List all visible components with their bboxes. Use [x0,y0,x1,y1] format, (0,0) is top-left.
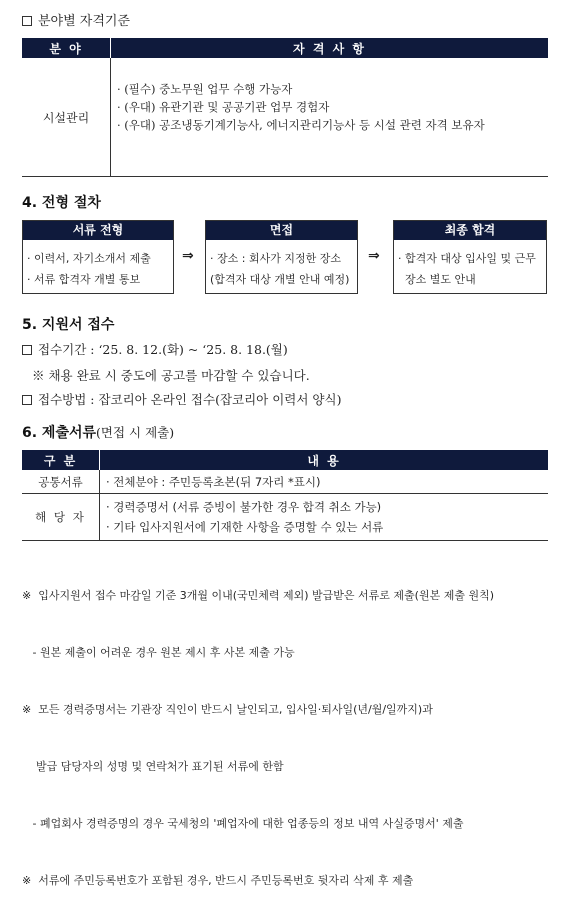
documents-title [22,422,174,442]
step-line: (합격자 대상 개별 안내 예정) [210,273,350,286]
step-line: 장소 별도 안내 [398,273,476,286]
note-line: - 원본 제출이 어려운 경우 원본 제시 후 사본 제출 가능 [22,646,295,659]
application-method [22,390,341,408]
application-title: 5. 지원서 접수 [22,317,115,333]
arrow-right-icon: ⇒ [368,248,380,264]
qual-item: · (필수) 중노무원 업무 수행 가능자 [117,82,293,96]
field-cell: 시설관리 [22,58,111,177]
checkbox-icon [22,16,32,26]
checkbox-icon [22,395,32,405]
arrow-right-icon: ⇒ [182,248,194,264]
note-line: ※ 입사지원서 접수 마감일 기준 3개월 이내(국민체력 제외) 발급받은 서류로 제출(원본 제출 원칙) [22,589,494,602]
content-cell: · 전체분야 : 주민등록초본(뒤 7자리 *표시) [100,470,549,494]
col-field-header: 분 야 [22,38,111,58]
field-qual-title-text: 분야별 자격기준 [38,14,131,29]
step-line: · 이력서, 자기소개서 제출 [27,252,151,265]
content-item: · 기타 입사지원서에 기재한 사항을 증명할 수 있는 서류 [106,520,384,534]
qual-item: · (우대) 유관기관 및 공공기관 업무 경험자 [117,100,330,114]
documents-table [22,450,548,541]
application-note: ※ 채용 완료 시 중도에 공고를 마감할 수 있습니다. [32,368,310,383]
qualification-table-header [22,38,548,58]
documents-row [22,494,548,541]
col-qual-header: 자 격 사 항 [111,38,549,58]
note-line: - 폐업회사 경력증명의 경우 국세청의 '폐업자에 대한 업종등의 정보 내역 사실증명서' 제출 [22,817,464,830]
step-line: · 서류 합격자 개별 통보 [27,273,141,286]
application-method-text: 접수방법 : 잡코리아 온라인 접수(잡코리아 이력서 양식) [38,392,342,407]
note-line: ※ 서류에 주민등록번호가 포함된 경우, 반드시 주민등록번호 뒷자리 삭제 후 제출 [22,874,414,887]
col-type-header: 구 분 [22,450,100,470]
step-line: · 합격자 대상 입사일 및 근무 [398,252,536,265]
col-content-header: 내 용 [100,450,549,470]
step-title: 서류 전형 [23,221,173,240]
qualification-table [22,38,548,177]
notes-block [22,548,494,909]
content-item: · 경력증명서 (서류 증빙이 불가한 경우 합격 취소 가능) [106,500,382,514]
note-line: ※ 모든 경력증명서는 기관장 직인이 반드시 날인되고, 입사일·퇴사일(년/월/일까지)과 [22,703,433,716]
application-period-text: 접수기간 : ‘25. 8. 12.(화) ~ ‘25. 8. 18.(월) [38,342,288,357]
checkbox-icon [22,345,32,355]
field-qual-title [22,10,130,29]
documents-row [22,470,548,494]
step-line: · 장소 : 회사가 지정한 장소 [210,252,341,265]
type-cell: 해 당 자 [22,494,100,541]
content-cell [100,494,549,541]
qual-cell [111,58,549,177]
step-interview [205,220,358,294]
step-final-pass [393,220,547,294]
step-title: 면접 [206,221,357,240]
procedure-title: 4. 전형 절차 [22,195,101,211]
documents-title-suffix: (면접 시 제출) [96,425,175,440]
step-document-screening [22,220,174,294]
application-period [22,340,288,358]
documents-title-text: 6. 제출서류 [22,425,97,441]
documents-table-header [22,450,548,470]
qualification-row [22,58,548,177]
note-line: 발급 담당자의 성명 및 연락처가 표기된 서류에 한함 [22,760,284,773]
step-title: 최종 합격 [394,221,546,240]
type-cell: 공통서류 [22,470,100,494]
qual-item: · (우대) 공조냉동기계기능사, 에너지관리기능사 등 시설 관련 자격 보유자 [117,118,485,132]
